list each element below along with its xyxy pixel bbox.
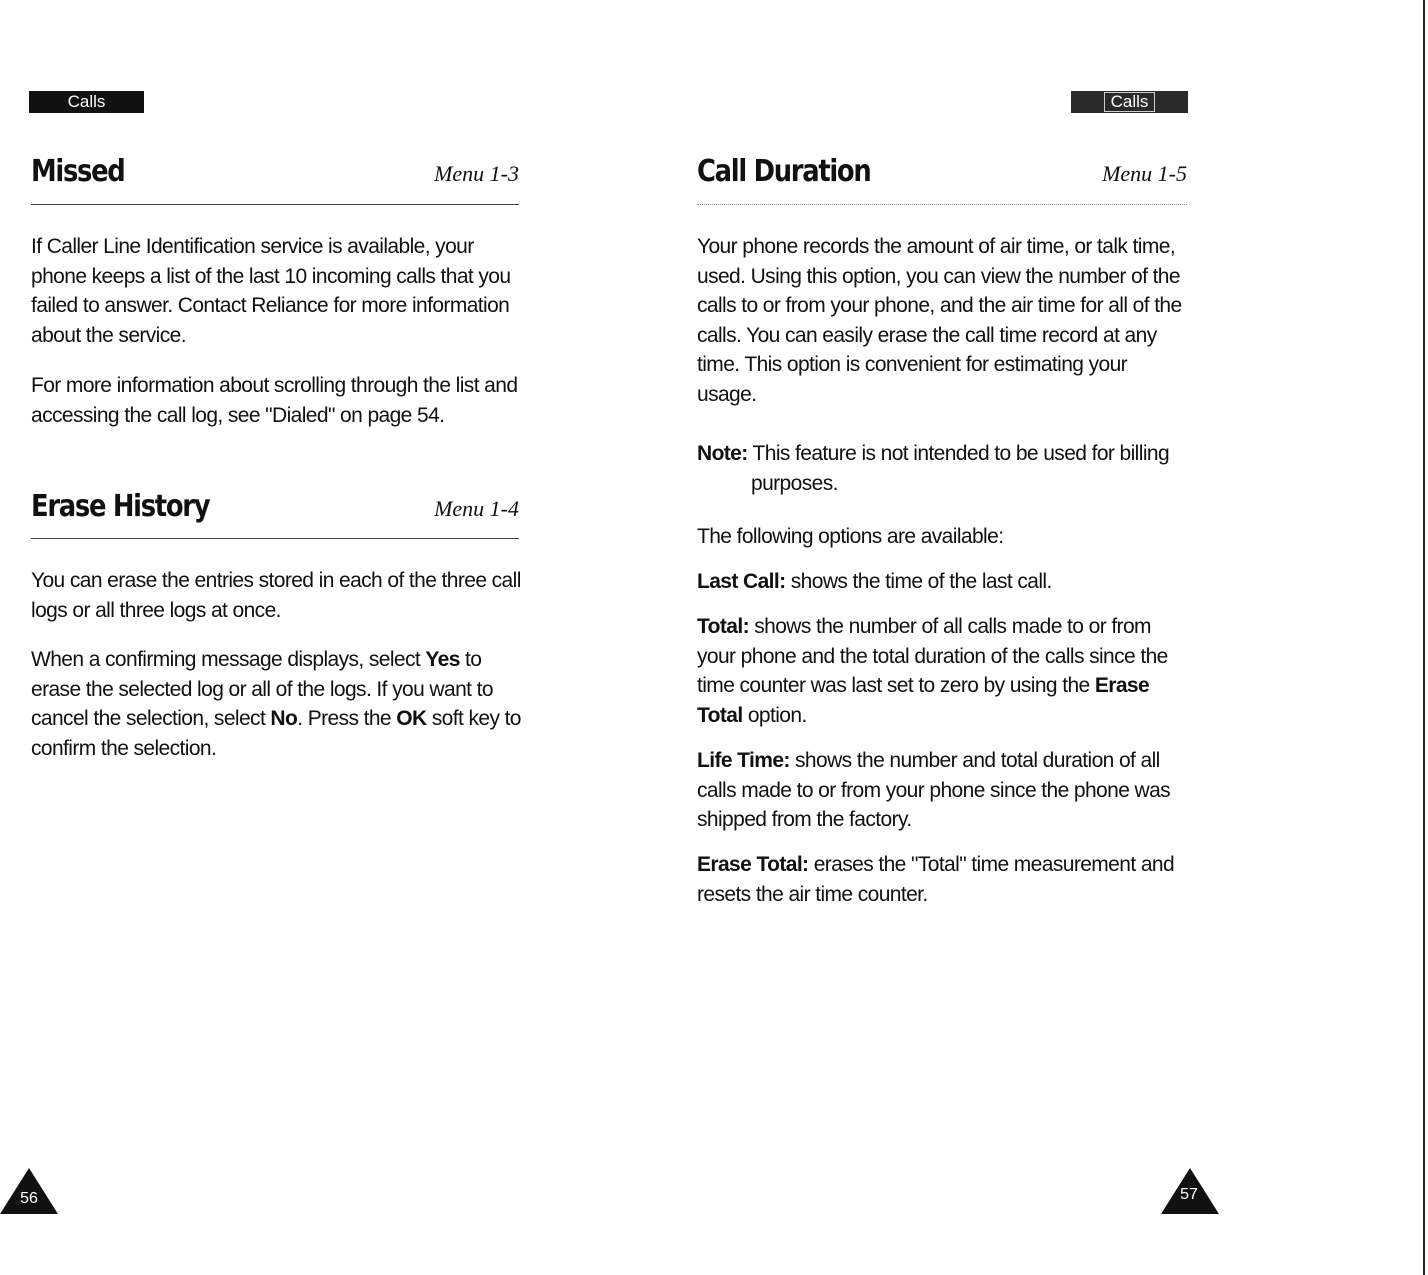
note-text-continued: purposes.	[751, 471, 838, 495]
section-tab-label: Calls	[67, 92, 106, 111]
call-duration-heading-row	[697, 154, 1187, 189]
text-run: When a confirming message displays, select	[31, 648, 426, 671]
option-label: Life Time:	[697, 749, 790, 772]
erase-history-paragraph-2	[31, 645, 521, 763]
missed-menu-ref: Menu 1-3	[434, 161, 519, 186]
note-label: Note:	[697, 442, 748, 465]
section-tab-right	[1071, 91, 1188, 113]
missed-paragraph-1: If Caller Line Identification service is available, your phone keeps a list of the last 10 incoming calls that you failed to answer. Contact Reliance for more information about the service.	[31, 235, 511, 347]
page-number-right: 57	[1180, 1186, 1198, 1203]
call-duration-rule	[697, 204, 1187, 205]
option-life-time	[697, 746, 1189, 835]
call-duration-title: Call Duration	[697, 154, 871, 189]
option-text: option.	[742, 703, 807, 727]
page-number-left: 56	[20, 1190, 38, 1207]
missed-rule	[31, 204, 519, 205]
yes-term: Yes	[425, 648, 460, 671]
option-last-call	[697, 567, 1189, 597]
erase-term: Erase	[1094, 674, 1150, 698]
missed-title: Missed	[31, 154, 125, 189]
option-text: erases the "Total" time measurement and resets the air time counter.	[697, 853, 1175, 906]
text-run: soft key to confirm the selection.	[31, 707, 521, 760]
text-run: . Press the	[297, 707, 397, 731]
option-text: shows the time of the last call.	[785, 570, 1052, 593]
missed-paragraph-2: For more information about scrolling through the list and accessing the call log, see "Dialed" on page 54.	[31, 374, 518, 427]
option-text: shows the number of all calls made to or from your phone and the total duration of the calls since the time counter was last set to zero by using the	[697, 615, 1168, 698]
erase-history-heading-row	[31, 489, 519, 524]
option-text: shows the number and total duration of all calls made to or from your phone since the phone was shipped from the factory.	[697, 749, 1171, 832]
option-label: Erase Total:	[697, 853, 809, 876]
option-total	[697, 612, 1189, 730]
erase-history-menu-ref: Menu 1-4	[434, 496, 519, 521]
note-paragraph	[697, 439, 1189, 498]
erase-history-paragraph-1: You can erase the entries stored in each of the three call logs or all three logs at once.	[31, 569, 521, 622]
options-intro: The following options are available:	[697, 525, 1004, 548]
text-run: to erase the selected log or all of the logs. If you want to cancel the selection, select	[31, 648, 493, 731]
no-term: No	[270, 707, 298, 731]
option-label: Total:	[697, 615, 749, 638]
erase-history-title: Erase History	[31, 489, 210, 524]
option-erase-total	[697, 850, 1189, 909]
page-edge	[1423, 0, 1425, 1275]
option-label: Last Call:	[697, 570, 786, 593]
erase-history-rule	[31, 538, 519, 539]
missed-heading-row	[31, 154, 519, 189]
call-duration-paragraph-1: Your phone records the amount of air time, or talk time, used. Using this option, you can view the number of the calls to or from your phone, and the air time for all of the calls. You can easily erase the call time record at any time. This option is convenient for estimating your usage.	[697, 235, 1182, 406]
call-duration-menu-ref: Menu 1-5	[1102, 161, 1187, 186]
ok-term: OK	[396, 707, 427, 731]
section-tab-label: Calls	[1104, 92, 1156, 112]
total-term: Total	[697, 703, 743, 727]
section-tab-left	[29, 91, 144, 113]
note-text: This feature is not intended to be used for billing	[747, 442, 1170, 465]
